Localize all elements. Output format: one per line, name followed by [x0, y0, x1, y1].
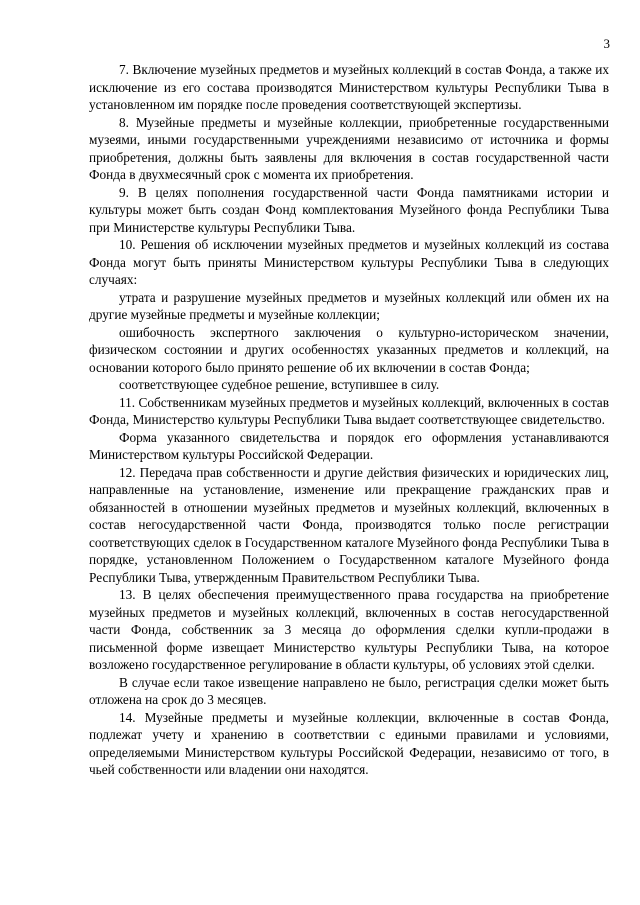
- paragraph-13-notice: В случае если такое извещение направлено не было, регистрация сделки может быть отложена на срок до 3 месяцев.: [89, 674, 609, 707]
- paragraph-10: 10. Решения об исключении музейных предметов и музейных коллекций из состава Фонда могут быть приняты Министерством культуры Республики Тыва в следующих случаях:: [89, 237, 609, 287]
- paragraph-10-case-court: соответствующее судебное решение, вступившее в силу.: [119, 377, 440, 392]
- page-number: 3: [603, 36, 610, 51]
- document-body: [89, 61, 609, 779]
- paragraph-13: 13. В целях обеспечения преимущественного права государства на приобретение музейных предметов и музейных коллекций, включенных в состав негосударственной части Фонда, собственник за 3 месяца до оформления сделки купли-продажи в письменной форме извещает Министерство культуры Республики Тыва, на которое возложено государственное регулирование в области культуры, об условиях этой сделки.: [89, 587, 609, 672]
- paragraph-12: 12. Передача прав собственности и другие действия физических и юридических лиц, направленные на установление, изменение или прекращение гражданских прав и обязанностей в отношении музейных предметов и музейных коллекций, включенных в состав негосударственной части Фонда, производятся только после регистрации соответствующих сделок в Государственном каталоге Музейного фонда Республики Тыва в порядке, установленном Положением о Государственном каталоге Музейного фонда Республики Тыва, утвержденным Правительством Республики Тыва.: [89, 464, 609, 585]
- paragraph-11: 11. Собственникам музейных предметов и музейных коллекций, включенных в состав Фонда, Министерство культуры Республики Тыва выдает соответствующее свидетельство.: [89, 394, 609, 427]
- paragraph-14: 14. Музейные предметы и музейные коллекции, включенные в состав Фонда, подлежат учету и хранению в соответствии с едиными правилами и условиями, определяемыми Министерством культуры Российской Федерации, независимо от того, в чьей собственности или владении они находятся.: [89, 709, 609, 777]
- paragraph-10-case-loss: утрата и разрушение музейных предметов и музейных коллекций или обмен их на другие музейные предметы и музейные коллекции;: [89, 289, 609, 322]
- paragraph-11-form: Форма указанного свидетельства и порядок его оформления устанавливаются Министерством культуры Российской Федерации.: [89, 429, 609, 462]
- paragraph-8: 8. Музейные предметы и музейные коллекции, приобретенные государственными музеями, иными государственными учреждениями независимо от источника и формы приобретения, должны быть заявлены для включения в состав государственной части Фонда в двухмесячный срок с момента их приобретения.: [89, 114, 609, 182]
- paragraph-10-case-expert-error: ошибочность экспертного заключения о культурно-историческом значении, физическом состоянии и других особенностях указанных предметов и коллекций, на основании которого было принято решение об их включении в состав Фонда;: [89, 324, 609, 375]
- paragraph-9: 9. В целях пополнения государственной части Фонда памятниками истории и культуры может быть создан Фонд комплектования Музейного фонда Республики Тыва при Министерстве культуры Республики Тыва.: [89, 184, 609, 235]
- paragraph-7: 7. Включение музейных предметов и музейных коллекций в состав Фонда, а также их исключение из его состава производятся Министерством культуры Республики Тыва в установленном им порядке после проведения соответствующей экспертизы.: [89, 62, 609, 112]
